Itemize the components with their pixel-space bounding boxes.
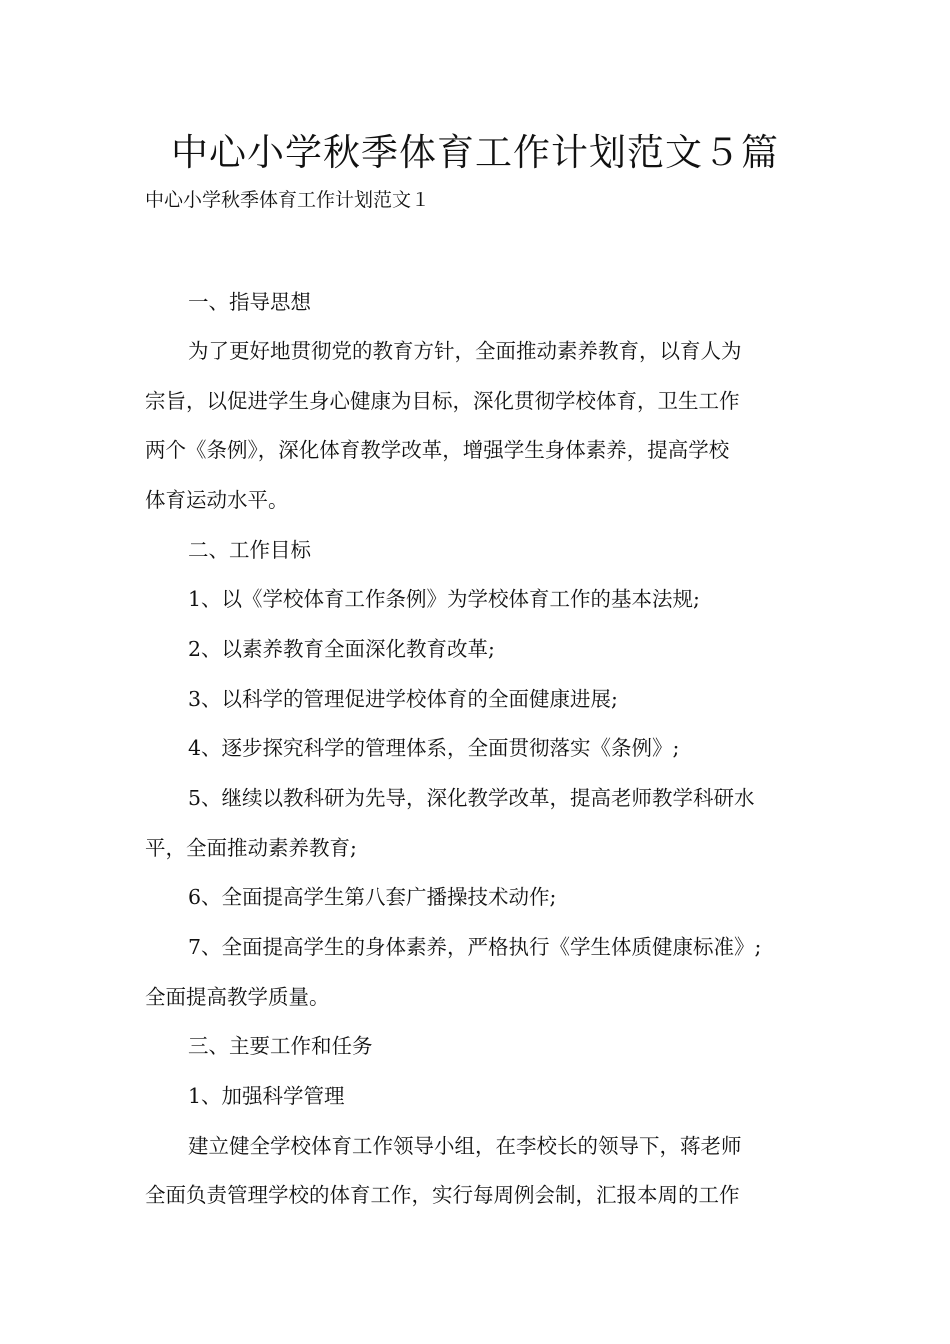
list-item: 5、继续以教科研为先导，深化教学改革，提高老师教学科研水 — [188, 786, 755, 810]
list-item: 3、以科学的管理促进学校体育的全面健康进展; — [188, 687, 618, 711]
list-item-continuation: 平，全面推动素养教育; — [145, 836, 357, 860]
section-heading: 二、工作目标 — [188, 538, 311, 562]
list-item: 6、全面提高学生第八套广播操技术动作; — [188, 885, 557, 909]
document-title: 中心小学秋季体育工作计划范文５篇 — [171, 131, 779, 174]
paragraph-line: 全面负责管理学校的体育工作，实行每周例会制，汇报本周的工作 — [145, 1183, 740, 1207]
list-item: 2、以素养教育全面深化教育改革; — [188, 637, 495, 661]
subsection-heading: 1、加强科学管理 — [188, 1084, 345, 1108]
list-item: 1、以《学校体育工作条例》为学校体育工作的基本法规; — [188, 587, 700, 611]
list-item-continuation: 全面提高教学质量。 — [145, 985, 330, 1009]
paragraph-line: 建立健全学校体育工作领导小组，在李校长的领导下，蒋老师 — [188, 1134, 742, 1158]
section-heading: 一、指导思想 — [188, 290, 311, 314]
paragraph-line: 两个《条例》，深化体育教学改革，增强学生身体素养，提高学校 — [145, 438, 730, 462]
paragraph-line: 宗旨，以促进学生身心健康为目标，深化贯彻学校体育，卫生工作 — [145, 389, 740, 413]
list-item: 4、逐步探究科学的管理体系，全面贯彻落实《条例》; — [188, 736, 680, 760]
list-item: 7、全面提高学生的身体素养，严格执行《学生体质健康标准》; — [188, 935, 762, 959]
paragraph-line: 体育运动水平。 — [145, 488, 289, 512]
section-heading: 三、主要工作和任务 — [188, 1034, 373, 1058]
document-subtitle: 中心小学秋季体育工作计划范文１ — [145, 189, 431, 211]
paragraph-line: 为了更好地贯彻党的教育方针，全面推动素养教育，以育人为 — [188, 339, 742, 363]
